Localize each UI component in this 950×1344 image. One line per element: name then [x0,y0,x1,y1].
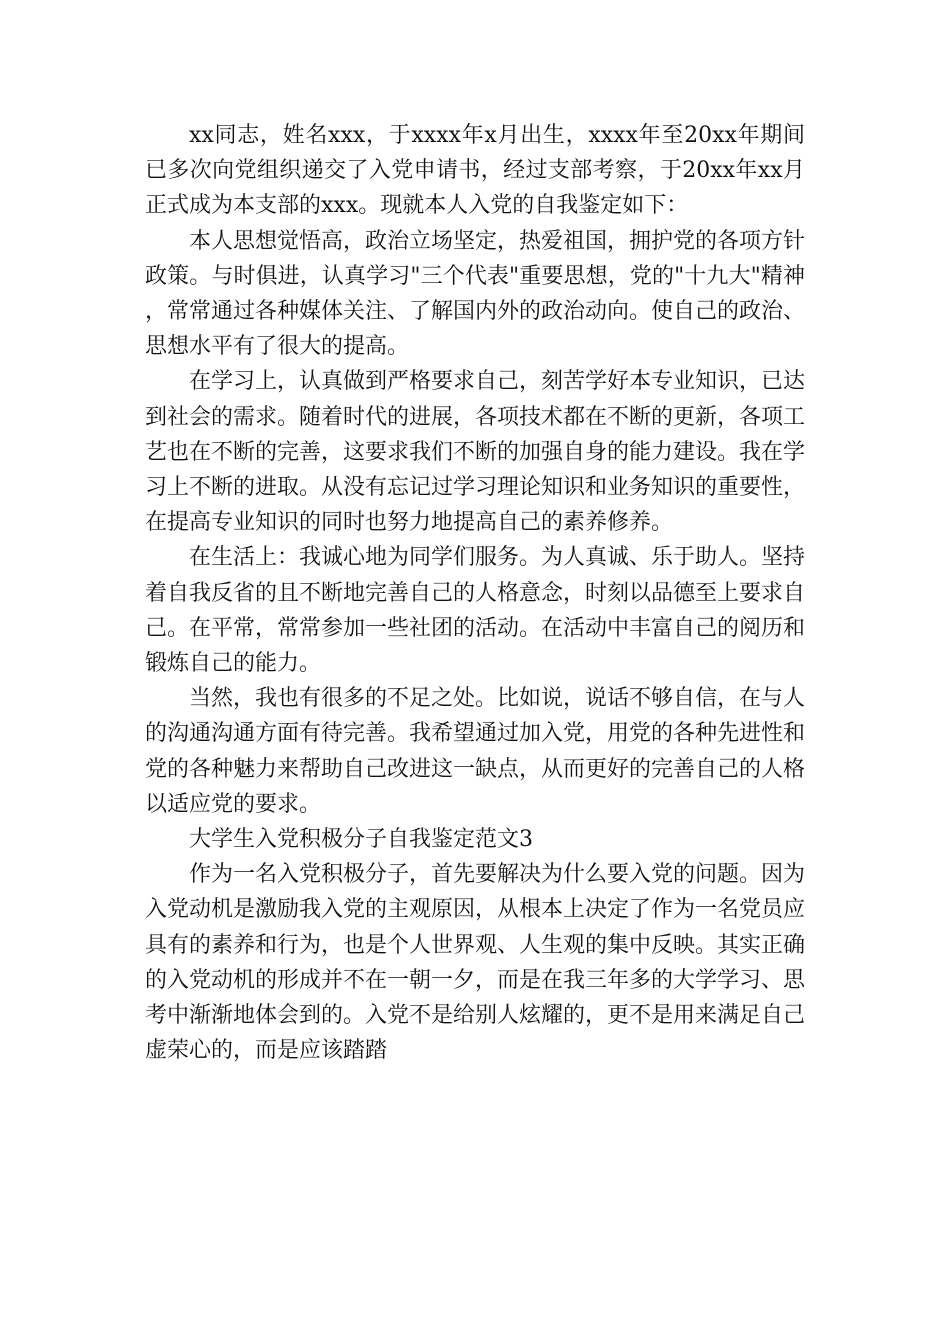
paragraph-self-introduction: xx同志，姓名xxx，于xxxx年x月出生，xxxx年至20xx年期间已多次向党组织递交了入党申请书，经过支部考察，于20xx年xx月正式成为本支部的xxx。现就本人入党的自我鉴定如下： [145,123,805,219]
document-body [145,118,805,1068]
paragraph-political-thought: 本人思想觉悟高，政治立场坚定，热爱祖国，拥护党的各项方针政策。与时俱进，认真学习"三个代表"重要思想，党的"十九大"精神，常常通过各种媒体关注、了解国内外的政治动向。使自己的政治、思想水平有了很大的提高。 [145,228,806,360]
paragraph-study: 在学习上，认真做到严格要求自己，刻苦学好本专业知识，已达到社会的需求。随着时代的进展，各项技术都在不断的更新，各项工艺也在不断的完善，这要求我们不断的加强自身的能力建设。我在学习上不断的进取。从没有忘记过学习理论知识和业务知识的重要性，在提高专业知识的同时也努力地提高自己的素养修养。 [145,369,806,536]
paragraph-motivation: 作为一名入党积极分子，首先要解决为什么要入党的问题。因为入党动机是激励我入党的主观原因，从根本上决定了作为一名党员应具有的素养和行为，也是个人世界观、人生观的集中反映。其实正确的入党动机的形成并不在一朝一夕，而是在我三年多的大学学习、思考中渐渐地体会到的。入党不是给别人炫耀的，更不是用来满足自己虚荣心的，而是应该踏踏 [145,862,806,1064]
paragraph-life: 在生活上：我诚心地为同学们服务。为人真诚、乐于助人。坚持着自我反省的且不断地完善自己的人格意念，时刻以品德至上要求自己。在平常，常常参加一些社团的活动。在活动中丰富自己的阅历和锻炼自己的能力。 [145,545,806,677]
paragraph-shortcomings: 当然，我也有很多的不足之处。比如说，说话不够自信，在与人的沟通沟通方面有待完善。我希望通过加入党，用党的各种先进性和党的各种魅力来帮助自己改进这一缺点，从而更好的完善自己的人格以适应党的要求。 [145,686,806,817]
section-heading: 大学生入党积极分子自我鉴定范文3 [189,827,533,853]
